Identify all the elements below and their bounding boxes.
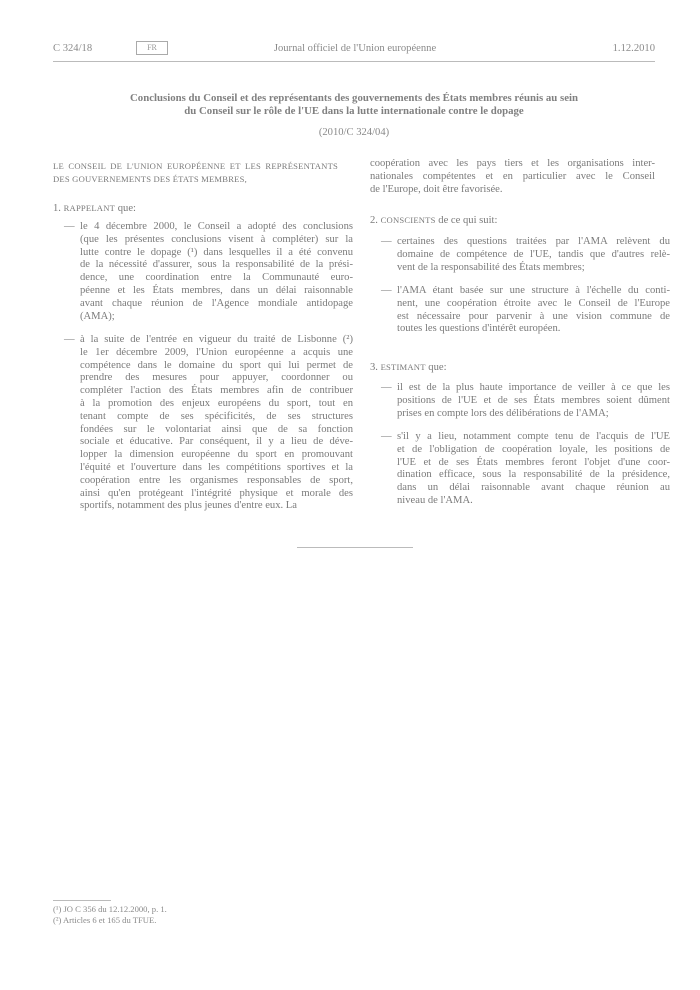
section-label: ESTIMANT bbox=[380, 362, 426, 372]
bullet-dash: — bbox=[381, 285, 392, 296]
bullet-dash: — bbox=[381, 431, 392, 442]
bullet-item bbox=[381, 236, 670, 274]
text-line: avant chaque réunion de l'Agence mondiale antidopage bbox=[80, 297, 353, 309]
bullet-item bbox=[381, 285, 670, 336]
text-line: s'il y a lieu, notamment compte tenu de l'acquis de l'UE bbox=[397, 431, 670, 442]
text-line: sociale et éducative. Par conséquent, il y a lieu de déve- bbox=[80, 436, 353, 448]
bullet-item bbox=[381, 382, 670, 420]
bullet-dash: — bbox=[64, 221, 75, 232]
text-line: LE CONSEIL DE L'UNION EUROPÉENNE ET LES REPRÉSENTANTS bbox=[53, 161, 338, 171]
text-line: l'AMA étant basée sur une structure à l'échelle du conti- bbox=[397, 285, 670, 296]
text-line: ainsi qu'en protégeant l'intégrité physique et morale des bbox=[80, 487, 353, 499]
document-title bbox=[53, 92, 655, 118]
text-line: dination efficace, sous la responsabilité de la présidence, bbox=[397, 469, 670, 481]
document-reference: (2010/C 324/04) bbox=[318, 127, 390, 138]
section-3-heading bbox=[370, 361, 447, 375]
text-line: lopper la dimension européenne du sport en promouvant bbox=[80, 449, 353, 461]
section-number: 1. bbox=[53, 203, 61, 214]
bullet-item bbox=[381, 431, 670, 508]
text-line: et de l'obligation de coopération loyale, les positions de bbox=[397, 443, 670, 455]
footnotes bbox=[53, 904, 167, 926]
text-line: (AMA); bbox=[80, 310, 115, 322]
section-2-heading bbox=[370, 214, 497, 228]
end-separator bbox=[297, 547, 413, 548]
section-1-heading bbox=[53, 202, 136, 216]
text-line: prendre des mesures pour appuyer, coordonner ou bbox=[80, 372, 353, 384]
text-line: nationales compétentes et en particulier avec le Conseil bbox=[370, 170, 655, 182]
section-label-rest: que: bbox=[425, 362, 447, 373]
title-line: du Conseil sur le rôle de l'UE dans la lutte internationale contre le dopage bbox=[184, 105, 524, 117]
section-number: 3. bbox=[370, 362, 378, 373]
text-line: l'UE et de ses États membres feront l'objet d'une coor- bbox=[397, 456, 670, 468]
intro bbox=[53, 160, 338, 186]
text-line: nent, une coopération étroite avec le Conseil de l'Europe bbox=[397, 297, 670, 309]
bullet-item bbox=[64, 221, 353, 323]
text-line: domaine de compétence de l'UE, tandis que d'autres relè- bbox=[397, 248, 670, 260]
text-line: DES GOUVERNEMENTS DES ÉTATS MEMBRES, bbox=[53, 173, 247, 184]
text-line: compétence dans le domaine du sport qui lui permet de bbox=[80, 359, 353, 371]
journal-title: Journal officiel de l'Union européenne bbox=[273, 43, 437, 54]
text-line: sportifs, notamment des plus jeunes d'entre eux. La bbox=[80, 500, 297, 512]
section-label-rest: de ce qui suit: bbox=[435, 215, 498, 226]
publication-date: 1.12.2010 bbox=[612, 43, 655, 54]
text-line: fondées sur le volontariat ainsi que de sa fonction bbox=[80, 423, 353, 435]
bullet-dash: — bbox=[64, 334, 75, 345]
text-line: prises en compte lors des délibérations de l'AMA; bbox=[397, 407, 609, 419]
text-line: lutte contre le dopage (¹) dans lesquelles il a été convenu bbox=[80, 246, 353, 258]
bullet-item bbox=[64, 334, 353, 513]
text-line: coopération entre les organismes responsables de sport, bbox=[80, 474, 353, 486]
section-label-rest: que: bbox=[115, 203, 136, 214]
text-line: de la nécessité d'assurer, sous la responsabilité de la prési- bbox=[80, 259, 353, 271]
bullet-dash: — bbox=[381, 236, 392, 247]
text-line: (que les présentes conclusions visent à compléter) sur la bbox=[80, 233, 353, 245]
text-line: vent de la responsabilité des États membres; bbox=[397, 261, 585, 273]
text-line: niveau de l'AMA. bbox=[397, 494, 473, 506]
text-line: dans un délai raisonnable avant chaque réunion au bbox=[397, 482, 670, 494]
text-line: est nécessaire pour parvenir à une vision commune de bbox=[397, 310, 670, 322]
text-line: péenne et les États membres, dans un délai raisonnable bbox=[80, 284, 353, 296]
text-line: à la suite de l'entrée en vigueur du traité de Lisbonne (²) bbox=[80, 334, 353, 345]
section-label: RAPPELANT bbox=[63, 203, 116, 213]
footnote: (²) Articles 6 et 165 du TFUE. bbox=[53, 915, 157, 925]
text-line: à la promotion des enjeux européens du sport, tout en bbox=[80, 397, 353, 409]
section-label: CONSCIENTS bbox=[380, 215, 436, 225]
text-line: positions de l'UE et de ses États membres soient dûment bbox=[397, 394, 670, 406]
text-line: le 4 décembre 2000, le Conseil a adopté des conclusions bbox=[80, 221, 353, 232]
text-line: dence, une coordination entre la Communauté euro- bbox=[80, 272, 353, 284]
text-line: certaines des questions traitées par l'AMA relèvent du bbox=[397, 236, 670, 247]
text-line: le 1er décembre 2009, l'Union européenne a acquis une bbox=[80, 346, 353, 358]
text-line: toutes les questions d'intérêt européen. bbox=[397, 323, 561, 335]
footnote-rule bbox=[53, 900, 111, 901]
text-line: il est de la plus haute importance de veiller à ce que les bbox=[397, 382, 670, 393]
bullet-dash: — bbox=[381, 382, 392, 393]
text-line: compléter l'action des États membres afin de contribuer bbox=[80, 385, 353, 397]
header-rule bbox=[53, 61, 655, 62]
section-number: 2. bbox=[370, 215, 378, 226]
text-line: coopération avec les pays tiers et les organisations inter- bbox=[370, 158, 655, 169]
text-line: l'équité et l'ouverture dans les compétitions sportives et la bbox=[80, 461, 353, 473]
page-reference: C 324/18 bbox=[53, 43, 93, 54]
text-line: de l'Europe, doit être favorisée. bbox=[370, 183, 503, 195]
language-badge: FR bbox=[136, 41, 168, 55]
text-line: tenant compte de ses spécificités, de ses structures bbox=[80, 410, 353, 422]
footnote: (¹) JO C 356 du 12.12.2000, p. 1. bbox=[53, 904, 167, 914]
title-line: Conclusions du Conseil et des représentants des gouvernements des États membres réunis au sein bbox=[130, 92, 578, 104]
paragraph bbox=[370, 158, 655, 196]
